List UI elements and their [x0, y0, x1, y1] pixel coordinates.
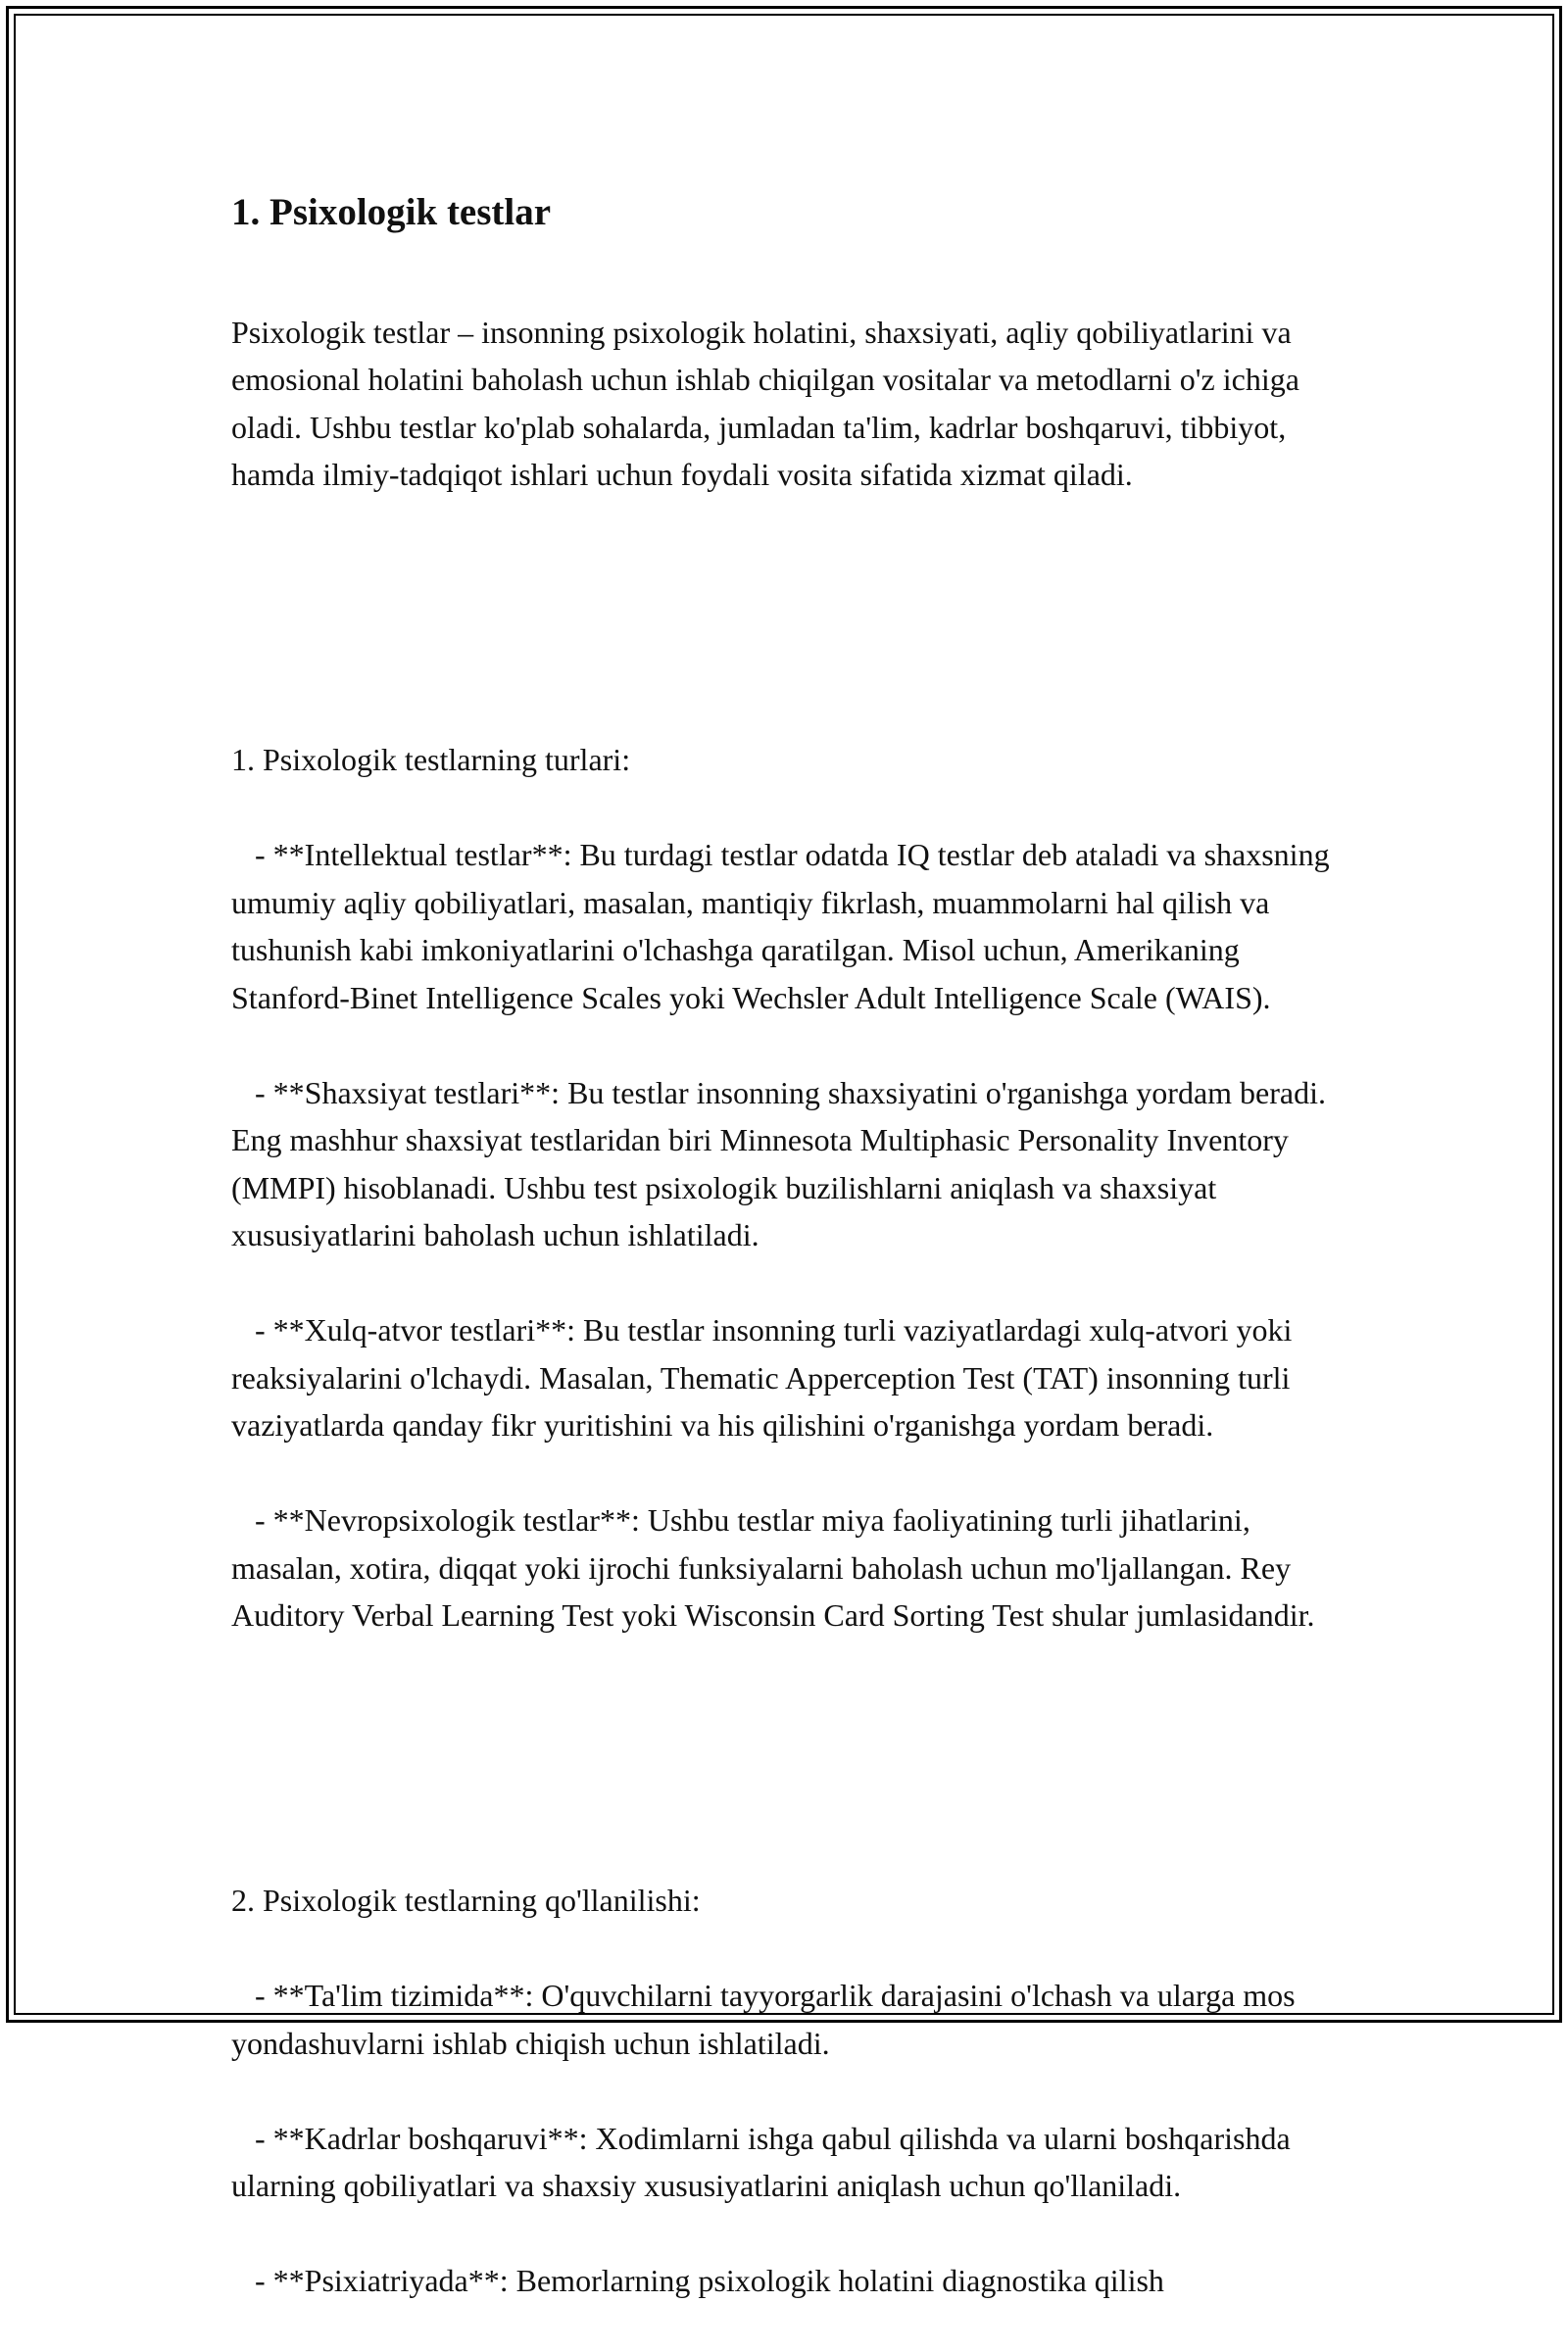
- intro-paragraph: Psixologik testlar – insonning psixologik holatini, shaxsiyati, aqliy qobiliyatlarini va emosional holatini baholash uchun ishlab chiqilgan vositalar va metodlarni o'z ichiga oladi. Ushbu testlar ko'plab sohalarda, jumladan ta'lim, kadrlar boshqaruvi, tibbiyot, hamda ilmiy-tadqiqot ishlari uchun foydali vosita sifatida xizmat qiladi.: [231, 314, 1299, 492]
- document-page: [231, 176, 1358, 2352]
- list-item-education: [231, 1972, 1358, 2067]
- list-item-text: - **Nevropsixologik testlar**: Ushbu testlar miya faoliyatining turli jihatlarini, masalan, xotira, diqqat yoki ijrochi funksiyalarni baholash uchun mo'ljallangan. Rey Auditory Verbal Learning Test yoki Wisconsin Card Sorting Test shular jumlasidandir.: [231, 1502, 1315, 1633]
- list-item-hr-management: [231, 2115, 1358, 2210]
- list-item-behavior-tests: [231, 1306, 1358, 1449]
- list-item-personality-tests: [231, 1069, 1358, 1259]
- paragraph-spacer: [231, 1735, 1358, 1783]
- list-item-text: - **Intellektual testlar**: Bu turdagi testlar odatda IQ testlar deb ataladi va shaxsning umumiy aqliy qobiliyatlari, masalan, mantiqiy fikrlash, muammolarni hal qilish va tushunish kabi imkoniyatlarini o'lchashga qaratilgan. Misol uchun, Amerikaning Stanford-Binet Intelligence Scales yoki Wechsler Adult Intelligence Scale (WAIS).: [231, 837, 1330, 1015]
- list-item-intellectual-tests: [231, 831, 1358, 1021]
- paragraph-spacer: [231, 594, 1358, 642]
- page-title: 1. Psixologik testlar: [231, 191, 552, 233]
- list-item-psychiatry: [231, 2257, 1358, 2305]
- list-item-text: - **Shaxsiyat testlari**: Bu testlar insonning shaxsiyatini o'rganishga yordam beradi. Eng mashhur shaxsiyat testlaridan biri Minnesota Multiphasic Personality Inventory (MMPI) hisoblanadi. Ushbu test psixologik buzilishlarni aniqlash va shaxsiyat xususiyatlarini baholash uchun ishlatiladi.: [231, 1074, 1326, 1252]
- list-item-text: - **Ta'lim tizimida**: O'quvchilarni tayyorgarlik darajasini o'lchash va ularga mos yondashuvlarni ishlab chiqish uchun ishlatiladi.: [231, 1978, 1296, 2061]
- section-title-applications: 2. Psixologik testlarning qo'llanilishi:: [231, 1883, 701, 1918]
- document-body: [231, 261, 1358, 2352]
- list-item-text: - **Xulq-atvor testlari**: Bu testlar insonning turli vaziyatlardagi xulq-atvori yoki reaksiyalarini o'lchaydi. Masalan, Thematic Apperception Test (TAT) insonning turli vaziyatlarda qanday fikr yuritishini va his qilishini o'rganishga yordam beradi.: [231, 1312, 1293, 1443]
- section-title-types: 1. Psixologik testlarning turlari:: [231, 742, 631, 777]
- list-item-text: - **Psixiatriyada**: Bemorlarning psixologik holatini diagnostika qilish: [255, 2263, 1164, 2298]
- list-item-text: - **Kadrlar boshqaruvi**: Xodimlarni ishga qabul qilishda va ularni boshqarishda ularning qobiliyatlari va shaxsiy xususiyatlarini aniqlash uchun qo'llaniladi.: [231, 2120, 1291, 2203]
- list-item-neuropsychological-tests: [231, 1496, 1358, 1640]
